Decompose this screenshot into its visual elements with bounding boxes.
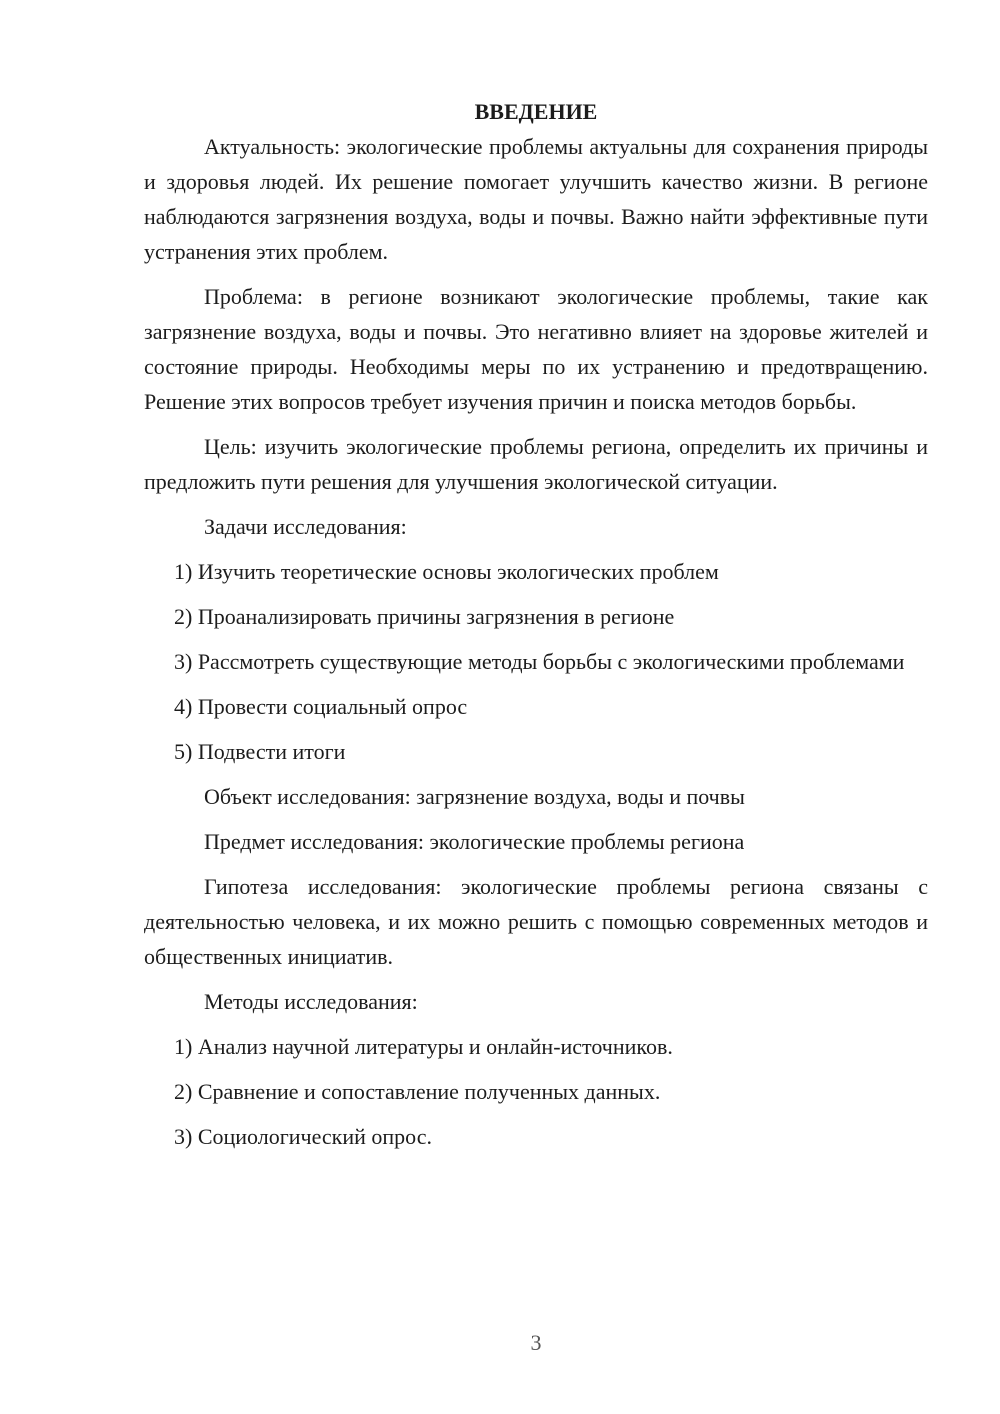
goal-paragraph: Цель: изучить экологические проблемы региона, определить их причины и предложить пути решения для улучшения экологической ситуации. xyxy=(144,434,928,494)
page-number: 3 xyxy=(530,1330,542,1355)
task-item-5: 5) Подвести итоги xyxy=(174,739,346,764)
research-object: Объект исследования: загрязнение воздуха, воды и почвы xyxy=(204,784,745,809)
method-item-2: 2) Сравнение и сопоставление полученных данных. xyxy=(174,1079,661,1104)
document-page xyxy=(144,94,928,1164)
task-item-3: 3) Рассмотреть существующие методы борьбы с экологическими проблемами xyxy=(174,649,905,674)
research-hypothesis: Гипотеза исследования: экологические проблемы региона связаны с деятельностью человека, и их можно решить с помощью современных методов и общественных инициатив. xyxy=(144,874,928,969)
methods-heading: Методы исследования: xyxy=(204,989,418,1014)
task-item-2: 2) Проанализировать причины загрязнения в регионе xyxy=(174,604,675,629)
relevance-paragraph: Актуальность: экологические проблемы актуальны для сохранения природы и здоровья людей. Их решение помогает улучшить качество жизни. В регионе наблюдаются загрязнения воздуха, воды и почвы. Важно найти эффективные пути устранения этих проблем. xyxy=(144,134,928,264)
task-item-4: 4) Провести социальный опрос xyxy=(174,694,468,719)
page-title: ВВЕДЕНИЕ xyxy=(474,99,598,124)
method-item-1: 1) Анализ научной литературы и онлайн-источников. xyxy=(174,1034,673,1059)
task-item-1: 1) Изучить теоретические основы экологических проблем xyxy=(174,559,719,584)
method-item-3: 3) Социологический опрос. xyxy=(174,1124,432,1149)
tasks-heading: Задачи исследования: xyxy=(204,514,407,539)
research-subject: Предмет исследования: экологические проблемы региона xyxy=(204,829,745,854)
problem-paragraph: Проблема: в регионе возникают экологические проблемы, такие как загрязнение воздуха, воды и почвы. Это негативно влияет на здоровье жителей и состояние природы. Необходимы меры по их устранению и предотвращению. Решение этих вопросов требует изучения причин и поиска методов борьбы. xyxy=(144,284,928,414)
